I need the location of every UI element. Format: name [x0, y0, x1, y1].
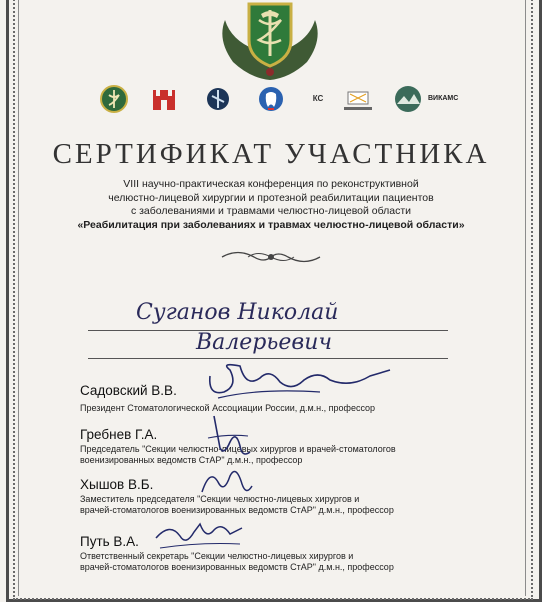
- signer-name: Путь В.А.: [80, 534, 139, 549]
- signature-khyshov-icon: [196, 462, 256, 502]
- emblem-icon: [215, 0, 325, 82]
- signer-role: Президент Стоматологической Ассоциации России, д.м.н., профессор: [80, 403, 376, 413]
- signer-role: Председатель "Секции челюстно-лицевых хирургов и врачей-стоматологов военизированных ведомств СтАР" д.м.н., профессор: [80, 444, 396, 465]
- participant-name-line1: Суганов Николай: [136, 300, 339, 325]
- partner-logos-row: [90, 84, 462, 118]
- red-castle-logo-icon: [152, 84, 176, 114]
- ksc-logo: КС: [312, 94, 324, 103]
- signer-role: Заместитель председателя "Секции челюстно-лицевых хирургов и врачей-стоматологов военизированных ведомств СтАР" д.м.н., профессор: [80, 494, 394, 515]
- signer-name: Садовский В.В.: [80, 383, 177, 398]
- academy-logo-icon: [206, 84, 230, 114]
- dental-association-logo-icon: [258, 84, 284, 114]
- signature-grebnev-icon: [200, 412, 260, 464]
- certificate-title: СЕРТИФИКАТ УЧАСТНИКА: [52, 138, 490, 170]
- conference-line: челюстно-лицевой хирургии и протезной реабилитации пациентов: [108, 191, 434, 204]
- vikams-logo: ВИКАМС: [428, 95, 459, 102]
- conference-description: [60, 178, 482, 232]
- center-logo-icon: [340, 84, 376, 114]
- conference-line: VIII научно-практическая конференция по реконструктивной: [123, 178, 419, 190]
- conference-line: с заболеваниями и травмами челюстно-лицевой области: [130, 205, 412, 217]
- conference-theme: «Реабилитация при заболеваниях и травмах челюстно-лицевой области»: [77, 218, 465, 231]
- landscape-logo-icon: [394, 84, 422, 114]
- signer-name: Гребнев Г.А.: [80, 427, 158, 442]
- participant-name-line2: Валерьевич: [196, 330, 333, 355]
- signature-put-icon: [150, 514, 250, 558]
- signer-name: Хышов В.Б.: [80, 477, 154, 492]
- signer-role: Ответственный секретарь "Секции челюстно-лицевых хирургов и врачей-стоматологов военизированных ведомств СтАР" д.м.н., профессор: [80, 551, 394, 572]
- signature-sadovsky-icon: [200, 358, 400, 404]
- ornament-icon: [218, 246, 324, 268]
- society-logo-icon: [98, 84, 130, 114]
